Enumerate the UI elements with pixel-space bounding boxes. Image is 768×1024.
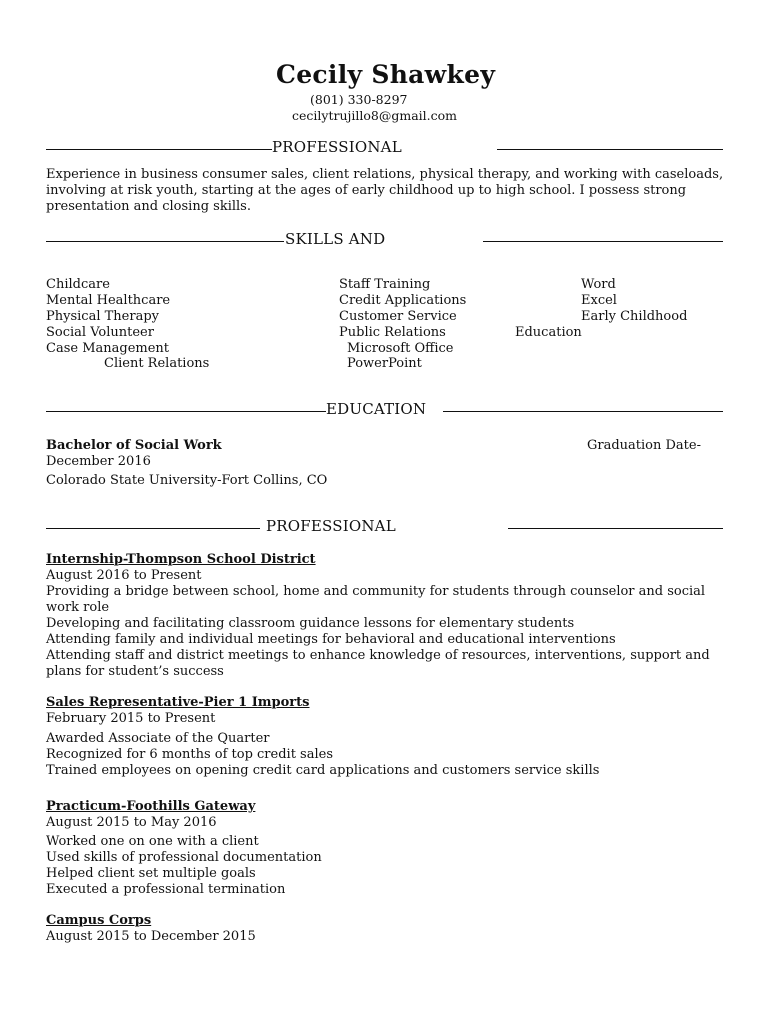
skill-item: Early Childhood — [581, 309, 688, 324]
experience-heading: PROFESSIONAL — [266, 517, 396, 535]
job-dates: August 2015 to May 2016 — [46, 815, 217, 830]
section-rule-right — [483, 241, 723, 242]
job-bullet: Attending family and individual meetings for behavioral and educational interventions — [46, 632, 616, 647]
email-address: cecilytrujillo8@gmail.com — [292, 108, 458, 123]
skills-heading: SKILLS AND — [285, 230, 386, 248]
skill-item: Childcare — [46, 277, 110, 292]
skill-item: Customer Service — [339, 309, 457, 324]
graduation-label: Graduation Date- — [587, 438, 701, 453]
skill-item: Word — [581, 277, 616, 292]
education-heading: EDUCATION — [326, 400, 427, 418]
skill-item: Case Management — [46, 341, 170, 356]
school-name: Colorado State University-Fort Collins, CO — [46, 473, 328, 488]
section-rule-left — [46, 241, 284, 242]
summary-paragraph: Experience in business consumer sales, client relations, physical therapy, and working with caseloads, involving at risk youth, starting at the ages of early childhood up to high school. I possess strong presentation and closing skills. — [46, 167, 724, 214]
skill-item: Microsoft Office — [347, 341, 454, 356]
job-bullet: Developing and facilitating classroom guidance lessons for elementary students — [46, 616, 575, 631]
skill-item: Staff Training — [339, 277, 431, 292]
job-bullet: Providing a bridge between school, home and community for students through counselor and social work role — [46, 584, 706, 615]
section-rule-left — [46, 149, 272, 150]
job-bullet: Executed a professional termination — [46, 882, 286, 897]
job-bullet: Trained employees on opening credit card applications and customers service skills — [46, 763, 600, 778]
graduation-date: December 2016 — [46, 454, 151, 469]
section-rule-right — [443, 411, 723, 412]
skill-item: Client Relations — [104, 356, 210, 371]
job-title: Internship-Thompson School District — [46, 552, 316, 567]
skill-item: Excel — [581, 293, 617, 308]
job-title: Practicum-Foothills Gateway — [46, 799, 256, 814]
skill-item: Credit Applications — [339, 293, 467, 308]
job-bullet: Helped client set multiple goals — [46, 866, 256, 881]
skill-item: Education — [515, 325, 582, 340]
skill-item: Social Volunteer — [46, 325, 154, 340]
job-bullet: Used skills of professional documentation — [46, 850, 322, 865]
section-rule-left — [46, 411, 326, 412]
candidate-name: Cecily Shawkey — [276, 60, 496, 89]
summary-heading: PROFESSIONAL — [272, 138, 402, 156]
skill-item: PowerPoint — [347, 356, 422, 371]
job-bullet: Recognized for 6 months of top credit sales — [46, 747, 333, 762]
job-title: Campus Corps — [46, 913, 152, 928]
skill-item: Physical Therapy — [46, 309, 159, 324]
skill-item: Mental Healthcare — [46, 293, 171, 308]
skill-item: Public Relations — [339, 325, 446, 340]
job-bullet: Worked one on one with a client — [46, 834, 259, 849]
section-rule-right — [508, 528, 723, 529]
job-title: Sales Representative-Pier 1 Imports — [46, 695, 310, 710]
phone-number: (801) 330-8297 — [310, 92, 408, 107]
job-dates: February 2015 to Present — [46, 711, 216, 726]
job-bullet: Awarded Associate of the Quarter — [46, 731, 270, 746]
job-dates: August 2015 to December 2015 — [46, 929, 256, 944]
section-rule-right — [497, 149, 723, 150]
job-bullet: Attending staff and district meetings to enhance knowledge of resources, interventions, support and plans for student’s success — [46, 648, 710, 679]
section-rule-left — [46, 528, 260, 529]
job-dates: August 2016 to Present — [46, 568, 202, 583]
degree-title: Bachelor of Social Work — [46, 438, 222, 453]
